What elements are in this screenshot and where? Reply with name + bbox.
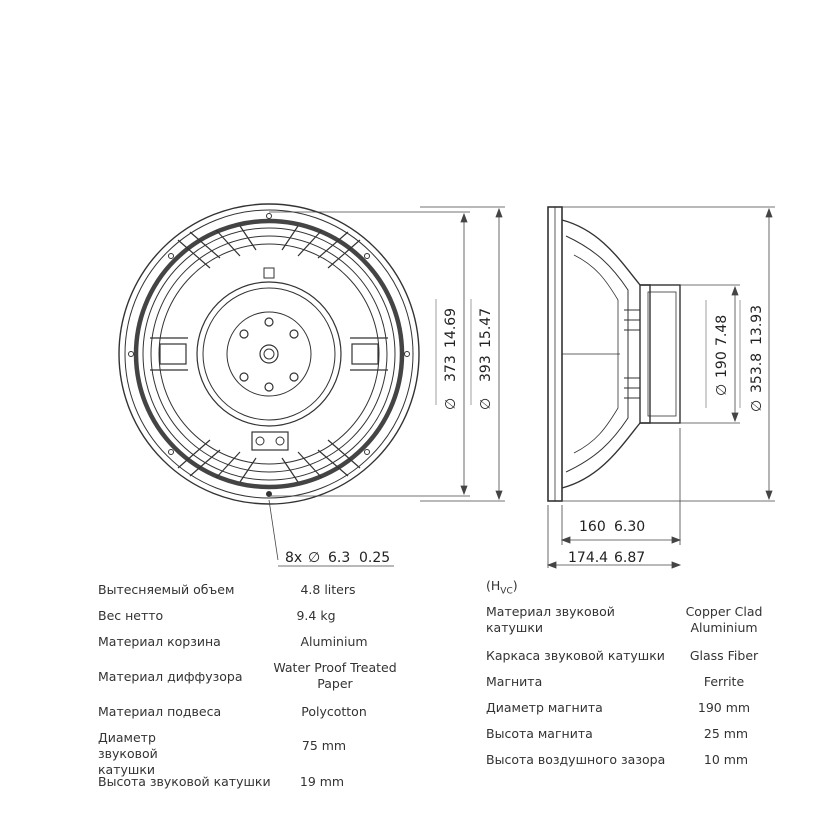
front-view — [119, 204, 419, 504]
dim-160: 160 — [579, 519, 606, 535]
dim-13-93: 13.93 — [749, 304, 765, 345]
diameter-symbol-373: ∅ — [443, 397, 459, 410]
dim-7-48: 7.48 — [714, 314, 730, 346]
mount-hole-in: 0.25 — [359, 550, 391, 566]
dim-6-30: 6.30 — [614, 519, 646, 535]
spec-label: Материал корзина — [98, 634, 221, 649]
spec-label: Материал звуковой катушки — [486, 604, 615, 635]
dim-373: 373 — [443, 355, 459, 382]
spec-value: Glass Fiber — [689, 648, 759, 663]
dim-353-8: 353.8 — [749, 352, 765, 393]
dim-393: 393 — [478, 355, 494, 382]
spec-value: 25 mm — [703, 726, 749, 741]
side-view — [548, 207, 680, 501]
hvc-close: ) — [512, 578, 518, 593]
spec-value: 190 mm — [697, 700, 751, 715]
hvc-sub: VC — [500, 586, 513, 597]
spec-row — [98, 660, 428, 694]
spec-label: Вытесняемый объем — [98, 582, 235, 597]
dim-15-47: 15.47 — [478, 307, 494, 348]
spec-label: Магнита — [486, 674, 543, 689]
hvc-open: (H — [486, 578, 501, 593]
hvc-label — [486, 578, 518, 600]
spec-value: 10 mm — [703, 752, 749, 767]
mount-hole-mm: 6.3 — [328, 550, 351, 566]
mount-diameter-symbol: ∅ — [308, 550, 321, 566]
diameter-symbol-353-8: ∅ — [749, 399, 765, 412]
spec-value: 9.4 kg — [296, 608, 336, 623]
spec-label: Высота воздушного зазора — [486, 752, 666, 767]
spec-label: Вес нетто — [98, 608, 164, 623]
spec-value: 4.8 liters — [300, 582, 356, 597]
spec-value: Aluminium — [300, 634, 368, 649]
spec-label: Материал подвеса — [98, 704, 222, 719]
spec-value: 19 mm — [299, 774, 345, 789]
spec-label: Каркаса звуковой катушки — [486, 648, 665, 663]
dim-190: 190 — [714, 351, 730, 378]
spec-value: 75 mm — [301, 738, 347, 753]
spec-row — [486, 604, 816, 638]
spec-label: Высота звуковой катушки — [98, 774, 271, 789]
mount-count: 8x — [285, 550, 303, 566]
spec-label: Диаметр звуковой катушки — [98, 730, 158, 777]
spec-value: Copper Clad Aluminium — [685, 604, 763, 635]
dim-6-87: 6.87 — [614, 550, 646, 566]
diameter-symbol-393: ∅ — [478, 397, 494, 410]
spec-row — [98, 730, 428, 777]
spec-value: Ferrite — [703, 674, 745, 689]
spec-label: Высота магнита — [486, 726, 593, 741]
dim-174-4: 174.4 — [568, 550, 609, 566]
dim-14-69: 14.69 — [443, 307, 459, 348]
diameter-symbol-190: ∅ — [714, 383, 730, 396]
spec-value: Polycotton — [301, 704, 367, 719]
spec-value: Water Proof Treated Paper — [273, 660, 397, 691]
spec-label: Материал диффузора — [98, 669, 243, 684]
spec-label: Диаметр магнита — [486, 700, 603, 715]
